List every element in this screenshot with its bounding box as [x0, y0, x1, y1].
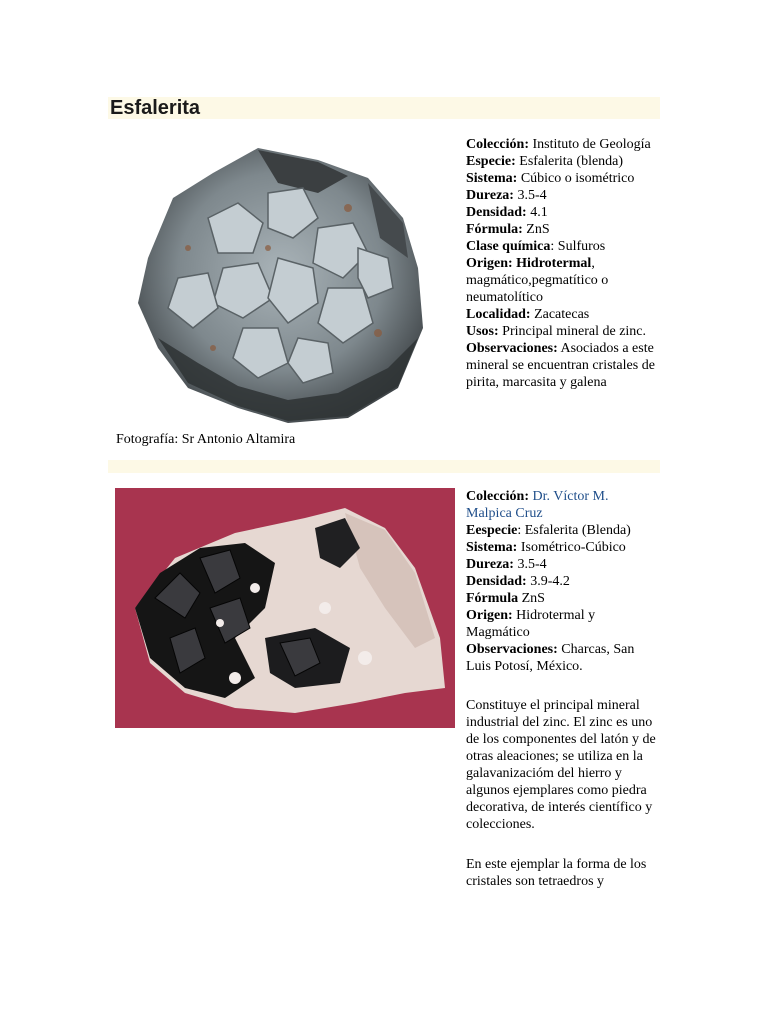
observaciones-value-2: Charcas, San Luis Potosí, México. [466, 642, 635, 674]
formula-label: Fórmula: [466, 222, 523, 237]
origen-value-2: Hidrotermal y Magmático [466, 608, 596, 640]
localidad-value: Zacatecas [530, 307, 590, 322]
formula-label-2: Fórmula [466, 591, 519, 606]
origen-value: , magmático,pegmatítico o neumatolítico [466, 256, 609, 305]
formula-value: ZnS [522, 222, 550, 237]
coleccion-label: Colección: [466, 137, 529, 152]
page-title: Esfalerita [110, 97, 201, 119]
especie-label: Especie: [466, 154, 516, 169]
densidad-value: 4.1 [526, 205, 548, 220]
sphalerite-grey-image [118, 138, 434, 428]
specimen-2-photo [115, 488, 455, 728]
densidad-label-2: Densidad: [466, 574, 527, 589]
observaciones-label-2: Observaciones: [466, 642, 558, 657]
sphalerite-dark-image [115, 488, 455, 728]
description-paragraph: Constituye el principal mineral industrial del zinc. El zinc es uno de los componentes del latón y de otras aleaciones; se utiliza en la galavanizacióm del hierro y algunos ejemplares como piedra decorativa, de interés científico y colecciones. [466, 698, 656, 832]
crystal-form-paragraph: En este ejemplar la forma de los cristales son tetraedros y [466, 857, 647, 889]
specimen-1-photo [118, 138, 434, 428]
localidad-label: Localidad: [466, 307, 531, 322]
dureza-label: Dureza: [466, 188, 514, 203]
sistema-value-2: Isométrico-Cúbico [517, 540, 626, 555]
section-divider [108, 460, 660, 473]
dureza-value-2: 3.5-4 [513, 557, 547, 572]
densidad-label: Densidad: [466, 205, 527, 220]
observaciones-label: Observaciones: [466, 341, 558, 356]
usos-value: Principal mineral de zinc. [498, 324, 647, 339]
especie-value: Esfalerita (blenda) [515, 154, 624, 169]
sistema-label-2: Sistema: [466, 540, 518, 555]
densidad-value-2: 3.9-4.2 [526, 574, 570, 589]
sistema-label: Sistema: [466, 171, 518, 186]
origen-label-2: Origen: [466, 608, 513, 623]
clase-value: : Sulfuros [550, 239, 606, 254]
photo-caption: Fotografía: Sr Antonio Altamira [116, 432, 296, 447]
origen-label: Origen: Hidrotermal [466, 256, 592, 271]
sistema-value: Cúbico o isométrico [517, 171, 635, 186]
especie-value-2: : Esfalerita (Blenda) [517, 523, 631, 538]
especie-label-2: Eespecie [466, 523, 518, 538]
coleccion-label-2: Colección: [466, 489, 529, 504]
usos-label: Usos: [466, 324, 499, 339]
formula-value-2: ZnS [518, 591, 545, 606]
coleccion-link[interactable]: Dr. Víctor M. Malpica Cruz [466, 489, 609, 521]
clase-label: Clase química [466, 239, 551, 254]
specimen-2-details [466, 488, 656, 675]
coleccion-value: Instituto de Geología [528, 137, 651, 152]
dureza-label-2: Dureza: [466, 557, 514, 572]
specimen-1-details [466, 136, 656, 391]
dureza-value: 3.5-4 [513, 188, 547, 203]
observaciones-value: Asociados a este mineral se encuentran cristales de pirita, marcasita y galena [466, 341, 655, 390]
